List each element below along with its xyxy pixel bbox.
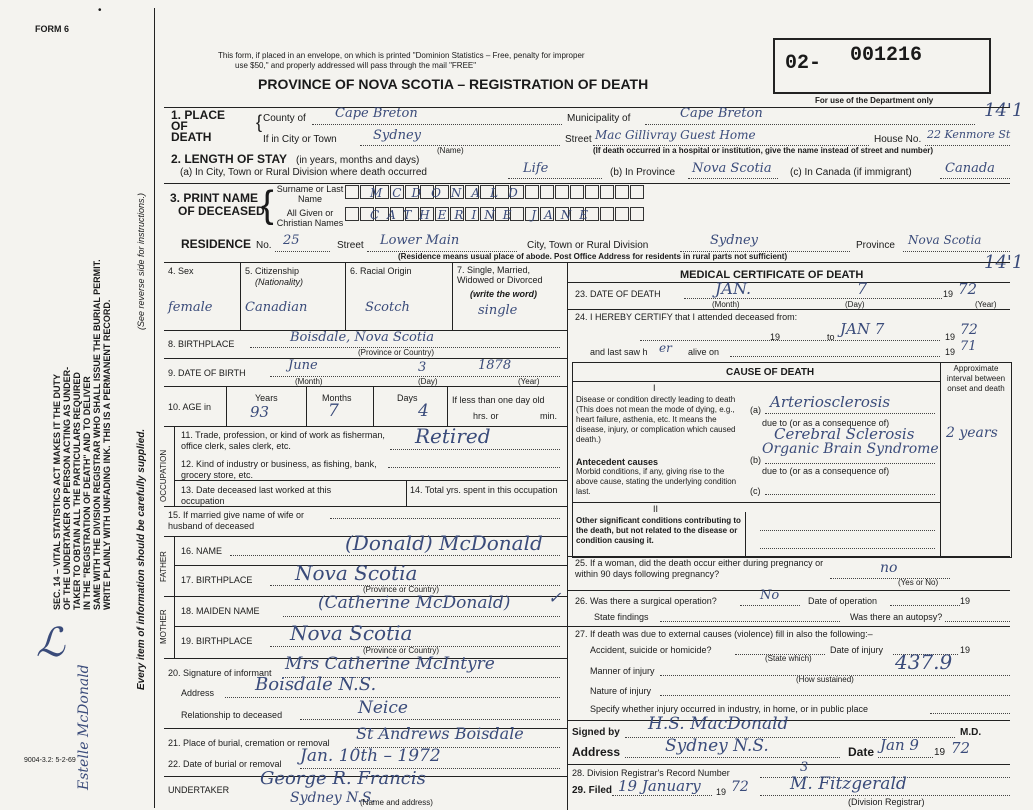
cause-b-interval[interactable]: 2 years bbox=[946, 425, 998, 441]
father-birthplace-label: 17. BIRTHPLACE bbox=[181, 575, 253, 585]
name-label-1: 3. PRINT NAME bbox=[170, 191, 259, 205]
antecedent-label: Antecedent causes bbox=[576, 457, 659, 467]
residence-no-value[interactable]: 25 bbox=[283, 233, 300, 248]
birthplace-value[interactable]: Boisdale, Nova Scotia bbox=[290, 330, 434, 345]
last-saw-label: and last saw h bbox=[590, 347, 648, 357]
reverse-side-note: (See reverse side for instructions.) bbox=[136, 192, 146, 330]
print-code: 9004-3.2: 5-2-69 bbox=[24, 757, 76, 764]
letter-box[interactable] bbox=[540, 185, 554, 199]
burial-place-value[interactable]: St Andrews Boisdale bbox=[356, 724, 524, 743]
relationship-line bbox=[300, 719, 560, 720]
under-day-label: If less than one day old bbox=[452, 395, 545, 405]
father-side-label: FATHER bbox=[159, 551, 168, 582]
nature-label: Nature of injury bbox=[590, 686, 652, 696]
marital-label: 7. Single, Married, Widowed or Divorced bbox=[457, 265, 543, 285]
registration-number-box bbox=[773, 38, 991, 94]
filed-value[interactable]: 19 January bbox=[618, 777, 701, 795]
given-label: All Given or Christian Names bbox=[276, 208, 344, 228]
residence-label: RESIDENCE bbox=[181, 237, 252, 251]
cause-a-marker: (a) bbox=[750, 405, 761, 415]
due-to-b: due to (or as a consequence of) bbox=[762, 466, 890, 476]
death-date-year-prefix: 19 bbox=[943, 289, 954, 299]
law-text-line-3: TAKER TO OBTAIN ALL THE PARTICULARS REQUIRED bbox=[72, 372, 82, 610]
surname-value[interactable]: MCDONALD bbox=[370, 186, 528, 200]
citizenship-value[interactable]: Canadian bbox=[245, 300, 308, 315]
alive-on-line bbox=[730, 356, 940, 357]
letter-box[interactable] bbox=[600, 207, 614, 221]
hrs-label: hrs. or bbox=[473, 411, 499, 421]
sex-label: 4. Sex bbox=[168, 266, 194, 276]
rule-signature bbox=[567, 720, 1010, 721]
stay-a-line bbox=[508, 178, 602, 179]
surgery-label: 26. Was there a surgical operation? bbox=[575, 596, 717, 606]
house-line bbox=[925, 145, 1010, 146]
street-label: Street bbox=[565, 134, 592, 145]
col-div-3 bbox=[452, 262, 453, 330]
sig-date-line bbox=[878, 757, 933, 758]
other-divider bbox=[745, 512, 746, 556]
industry-injury-label: Specify whether injury occurred in industry, in home, or in public place bbox=[590, 704, 868, 714]
part-two-label: II bbox=[653, 504, 659, 514]
city-label: If in City or Town bbox=[263, 134, 337, 145]
cause-b-line bbox=[765, 463, 935, 464]
accident-label: Accident, suicide or homicide? bbox=[590, 645, 712, 655]
rule-26 bbox=[567, 590, 1010, 591]
total-years-label: 14. Total yrs. spent in this occupation bbox=[410, 485, 558, 495]
letter-box[interactable] bbox=[345, 207, 359, 221]
certify-label: 24. I HEREBY CERTIFY that I attended deceased from: bbox=[575, 312, 798, 322]
dob-month[interactable]: June bbox=[288, 358, 318, 373]
letter-box[interactable] bbox=[630, 207, 644, 221]
antecedent-sub: Morbid conditions, if any, giving rise to the above cause, stating the underlying condition last. bbox=[576, 467, 737, 496]
nature-line bbox=[660, 695, 1010, 696]
death-date-year[interactable]: 72 bbox=[958, 280, 978, 298]
occupation-side-rule bbox=[174, 426, 175, 506]
residence-no-label: No. bbox=[256, 240, 272, 251]
stay-b-value[interactable]: Nova Scotia bbox=[692, 161, 772, 176]
informant-label: 20. Signature of informant bbox=[168, 668, 272, 678]
residence-city-value[interactable]: Sydney bbox=[710, 233, 758, 248]
letter-box[interactable] bbox=[615, 185, 629, 199]
filed-year-prefix: 19 bbox=[716, 787, 727, 797]
relationship-value[interactable]: Neice bbox=[358, 698, 408, 718]
racial-value[interactable]: Scotch bbox=[365, 300, 410, 315]
father-birthplace-value[interactable]: Nova Scotia bbox=[295, 561, 418, 585]
age-days-value[interactable]: 4 bbox=[418, 401, 429, 421]
disease-code[interactable]: 437.9 bbox=[895, 650, 953, 674]
dob-label: 9. DATE OF BIRTH bbox=[168, 368, 246, 378]
law-text-line-4: IN THE "REGISTRATION OF DEATH" AND TO DELIVER bbox=[82, 376, 92, 610]
margin-rule bbox=[154, 8, 155, 808]
law-text-line-5: SAME WITH THE DIVISION REGISTRAR WHO SHALL ISSUE THE BURIAL PERMIT. bbox=[92, 259, 102, 610]
marital-value[interactable]: single bbox=[478, 303, 518, 318]
dob-day-sub: (Day) bbox=[418, 377, 438, 386]
undertaker-label: UNDERTAKER bbox=[168, 785, 230, 795]
undertaker-sub: (Name and address) bbox=[360, 798, 433, 807]
residence-no-line bbox=[275, 251, 330, 252]
county-value[interactable]: Cape Breton bbox=[335, 106, 418, 121]
record-number-label: 28. Division Registrar's Record Number bbox=[572, 768, 730, 778]
careful-note: Every item of information should be carefully supplied. bbox=[136, 428, 147, 690]
stay-a-label: (a) In City, Town or Rural Division where death occurred bbox=[180, 167, 427, 178]
margin-handwriting: Estelle McDonald bbox=[76, 664, 92, 790]
age-div-3 bbox=[373, 386, 374, 426]
state-which-sub: (State which) bbox=[765, 654, 812, 663]
citizenship-label: 5. Citizenship bbox=[245, 266, 300, 276]
mother-birthplace-sub: (Province or Country) bbox=[363, 646, 440, 655]
city-name-sub: (Name) bbox=[437, 146, 464, 155]
immediate-cause-label: Disease or condition directly leading to death (This does not mean the mode of dying, e.g., heart failure, asthenia, etc. It means the disease, injury, or complication which caused death.) bbox=[576, 395, 736, 444]
rule-25 bbox=[567, 556, 1010, 557]
md-label: M.D. bbox=[960, 727, 982, 738]
autopsy-label: Was there an autopsy? bbox=[850, 612, 943, 622]
interval-label: Approximate interval between onset and death bbox=[946, 364, 1006, 393]
father-birthplace-sub: (Province or Country) bbox=[363, 585, 440, 594]
undertaker-value-2[interactable]: Sydney N.S. bbox=[290, 790, 376, 806]
residence-street-value[interactable]: Lower Main bbox=[380, 233, 460, 248]
informant-address-value[interactable]: Boisdale N.S. bbox=[255, 674, 377, 695]
residence-note: (Residence means usual place of abode. Post Office Address for residents in rural parts not sufficient) bbox=[398, 252, 788, 261]
registrar-sub: (Division Registrar) bbox=[848, 797, 925, 807]
racial-label: 6. Racial Origin bbox=[350, 266, 412, 276]
attended-from-year-prefix: 19 bbox=[770, 332, 781, 342]
attended-year[interactable]: 72 bbox=[960, 322, 978, 338]
sig-year-prefix: 19 bbox=[934, 747, 946, 758]
citizenship-sub: (Nationality) bbox=[255, 277, 304, 287]
sig-date-value[interactable]: Jan 9 bbox=[880, 736, 919, 754]
cause-title: CAUSE OF DEATH bbox=[726, 367, 815, 378]
death-month-sub: (Month) bbox=[712, 300, 740, 309]
rule-10 bbox=[164, 386, 567, 387]
last-saw-year-prefix: 19 bbox=[945, 347, 956, 357]
county-line bbox=[312, 124, 562, 125]
rule-top bbox=[164, 107, 1010, 108]
father-side-rule bbox=[174, 536, 175, 596]
external-label: 27. If death was due to external causes (violence) fill in also the following:– bbox=[575, 629, 873, 639]
part-two-rule bbox=[572, 502, 940, 503]
municipality-line bbox=[645, 124, 975, 125]
col-div-1 bbox=[240, 262, 241, 330]
house-label: House No. bbox=[874, 134, 922, 145]
stay-a-value[interactable]: Life bbox=[523, 161, 549, 176]
cause-c-value[interactable]: Organic Brain Syndrome bbox=[762, 441, 939, 457]
place-brace: { bbox=[256, 112, 263, 132]
injury-date-label: Date of injury bbox=[830, 645, 884, 655]
injury-date-year-prefix: 19 bbox=[960, 645, 971, 655]
residence-city-label: City, Town or Rural Division bbox=[527, 240, 649, 251]
hospital-note: (If death occurred in a hospital or institution, give the name instead of street and number) bbox=[593, 146, 934, 155]
rule-medical-title bbox=[567, 282, 1010, 283]
how-sustained-sub: (How sustained) bbox=[796, 675, 854, 684]
death-date-month[interactable]: JAN. bbox=[715, 279, 752, 298]
dept-mark: 14'1 bbox=[984, 100, 1024, 121]
dob-year-sub: (Year) bbox=[518, 377, 540, 386]
married-label: 15. If married give name of wife or husband of deceased bbox=[168, 510, 305, 531]
rule-27 bbox=[567, 626, 1010, 627]
stay-c-label: (c) In Canada (if immigrant) bbox=[790, 167, 912, 178]
industry-label: 12. Kind of industry or business, as fishing, bank, grocery store, etc. bbox=[181, 459, 377, 480]
dob-year[interactable]: 1878 bbox=[478, 358, 512, 373]
other-line-2 bbox=[760, 548, 935, 549]
op-date-label: Date of operation bbox=[808, 596, 878, 606]
pregnancy-label: 25. If a woman, did the death occur either during pregnancy or within 90 days following pregnancy? bbox=[575, 558, 824, 579]
notice-line-2: use $50," and properly addressed will pass through the mail "FREE" bbox=[235, 61, 477, 70]
marital-sub: (write the word) bbox=[470, 289, 537, 299]
undertaker-value[interactable]: George R. Francis bbox=[260, 768, 426, 789]
rule-occupation bbox=[164, 426, 567, 427]
trade-value[interactable]: Retired bbox=[415, 424, 491, 448]
county-label: County of bbox=[263, 113, 306, 124]
margin-initial-mark: ℒ bbox=[36, 620, 65, 666]
cause-a-line bbox=[765, 413, 935, 414]
law-text-line-6: WRITE PLAINLY WITH UNFADING INK. THIS IS A PERMANENT RECORD. bbox=[102, 299, 112, 610]
residence-mark: 14'1 bbox=[984, 252, 1024, 273]
name-brace: { bbox=[261, 184, 274, 226]
letter-box[interactable] bbox=[555, 185, 569, 199]
last-saw-value[interactable]: er bbox=[659, 341, 672, 355]
last-saw-year[interactable]: 71 bbox=[960, 339, 977, 354]
last-worked-label: 13. Date deceased last worked at this occupation bbox=[181, 485, 332, 506]
state-findings-label: State findings bbox=[594, 612, 649, 622]
sig-address-label: Address bbox=[572, 745, 621, 759]
attended-line bbox=[640, 340, 940, 341]
name-label-2: OF DECEASED bbox=[178, 204, 265, 218]
interval-divider bbox=[940, 362, 941, 556]
father-name-line bbox=[230, 555, 560, 556]
stay-c-line bbox=[940, 178, 1010, 179]
father-name-label: 16. NAME bbox=[181, 546, 223, 556]
dept-use-label: For use of the Department only bbox=[815, 96, 934, 105]
rule-registrar bbox=[567, 764, 1010, 765]
father-name-value[interactable]: (Donald) McDonald bbox=[345, 531, 543, 555]
rule-grid-top bbox=[164, 262, 1010, 263]
occupation-side-label: OCCUPATION bbox=[159, 449, 168, 502]
burial-date-value[interactable]: Jan. 10th – 1972 bbox=[300, 746, 441, 766]
margin-check-mark: ✓ bbox=[548, 588, 562, 607]
death-date-line bbox=[684, 298, 942, 299]
registrar-value[interactable]: M. Fitzgerald bbox=[790, 774, 907, 794]
municipality-label: Municipality of bbox=[567, 113, 631, 124]
attended-to-value[interactable]: JAN 7 bbox=[840, 320, 885, 338]
manner-label: Manner of injury bbox=[590, 666, 655, 676]
cause-a-value[interactable]: Arteriosclerosis bbox=[770, 393, 891, 411]
medical-title: MEDICAL CERTIFICATE OF DEATH bbox=[680, 269, 864, 281]
cause-b-marker: (b) bbox=[750, 455, 761, 465]
stay-b-label: (b) In Province bbox=[610, 167, 676, 178]
filed-label: 29. Filed bbox=[572, 785, 613, 796]
surgery-value[interactable]: No bbox=[760, 588, 780, 603]
age-div-1 bbox=[226, 386, 227, 426]
age-months-label: Months bbox=[322, 393, 352, 403]
age-years-label: Years bbox=[255, 393, 278, 403]
age-div-2 bbox=[306, 386, 307, 426]
age-label: 10. AGE in bbox=[168, 402, 212, 412]
surname-label: Surname or Last Name bbox=[276, 184, 344, 204]
rule-24 bbox=[567, 309, 1010, 310]
op-date-line bbox=[890, 605, 960, 606]
cause-c-marker: (c) bbox=[750, 486, 761, 496]
stay-c-value[interactable]: Canada bbox=[945, 161, 995, 176]
col-div-13-14 bbox=[406, 480, 407, 506]
attended-to-prefix: to bbox=[827, 332, 835, 342]
place-of-death-label: 1. PLACE OF DEATH bbox=[171, 108, 226, 144]
letter-box[interactable] bbox=[570, 185, 584, 199]
relationship-label: Relationship to deceased bbox=[181, 710, 283, 720]
other-line-1 bbox=[760, 530, 935, 531]
letter-box[interactable] bbox=[345, 185, 359, 199]
residence-province-value[interactable]: Nova Scotia bbox=[908, 233, 982, 247]
sig-address-value[interactable]: Sydney N.S. bbox=[665, 736, 769, 756]
mother-side-rule bbox=[174, 596, 175, 658]
mother-side-label: MOTHER bbox=[159, 609, 168, 644]
form-id: FORM 6 bbox=[35, 24, 70, 34]
dob-day[interactable]: 3 bbox=[418, 360, 427, 375]
given-value[interactable]: CATHERINE JANE bbox=[370, 208, 597, 222]
form-title: PROVINCE OF NOVA SCOTIA – REGISTRATION OF DEATH bbox=[258, 76, 649, 92]
length-of-stay-label: 2. LENGTH OF STAY bbox=[171, 152, 288, 166]
signed-by-value[interactable]: H.S. MacDonald bbox=[648, 714, 789, 734]
part-one-label: I bbox=[653, 383, 656, 393]
cause-title-rule bbox=[572, 381, 940, 382]
reg-number: 001216 bbox=[850, 44, 923, 67]
trade-line bbox=[390, 449, 560, 450]
burial-place-label: 21. Place of burial, cremation or removal bbox=[168, 738, 330, 748]
birthplace-sub: (Province or Country) bbox=[358, 348, 435, 357]
alive-on-label: alive on bbox=[688, 347, 720, 357]
letter-box[interactable] bbox=[600, 185, 614, 199]
residence-province-label: Province bbox=[856, 240, 895, 251]
industry-line bbox=[388, 467, 560, 468]
rule-13 bbox=[174, 480, 567, 481]
death-date-label: 23. DATE OF DEATH bbox=[575, 289, 661, 299]
industry-injury-line bbox=[930, 713, 1010, 714]
signed-by-label: Signed by bbox=[572, 727, 620, 738]
age-months-value[interactable]: 7 bbox=[328, 401, 339, 421]
letter-box[interactable] bbox=[615, 207, 629, 221]
col-div-2 bbox=[345, 262, 346, 330]
attended-year-prefix: 19 bbox=[945, 332, 956, 342]
age-div-4 bbox=[447, 386, 448, 426]
cause-c-line bbox=[765, 494, 935, 495]
yes-no-sub: (Yes or No) bbox=[898, 578, 939, 587]
age-days-label: Days bbox=[397, 393, 418, 403]
sig-address-line bbox=[625, 757, 840, 758]
cause-b-value[interactable]: Cerebral Sclerosis bbox=[774, 425, 915, 443]
burial-date-label: 22. Date of burial or removal bbox=[168, 759, 282, 769]
residence-street-label: Street bbox=[337, 240, 364, 251]
filed-line bbox=[612, 795, 712, 796]
trade-label: 11. Trade, profession, or kind of work as fisherman, office clerk, sales clerk, etc. bbox=[181, 430, 385, 451]
house-value[interactable]: 22 Kenmore St bbox=[927, 128, 1011, 141]
age-years-value[interactable]: 93 bbox=[250, 403, 270, 421]
city-value[interactable]: Sydney bbox=[373, 128, 421, 143]
state-findings-line bbox=[660, 621, 840, 622]
death-day-sub: (Day) bbox=[845, 300, 865, 309]
letter-box[interactable] bbox=[585, 185, 599, 199]
pregnancy-value[interactable]: no bbox=[880, 560, 898, 576]
maiden-line bbox=[283, 616, 560, 617]
filed-year-value[interactable]: 72 bbox=[731, 779, 749, 795]
municipality-value[interactable]: Cape Breton bbox=[680, 106, 763, 121]
death-year-sub: (Year) bbox=[975, 300, 997, 309]
stay-b-line bbox=[688, 178, 778, 179]
binder-hole-mark: • bbox=[98, 5, 102, 16]
notice-line-1: This form, if placed in an envelope, on which is printed "Dominion Statistics – Free, penalty for improper bbox=[218, 51, 585, 60]
mother-birthplace-label: 19. BIRTHPLACE bbox=[181, 636, 253, 646]
rule-15 bbox=[164, 506, 567, 507]
record-number-value[interactable]: 3 bbox=[800, 760, 809, 775]
autopsy-line bbox=[945, 621, 1010, 622]
street-value[interactable]: Mac Gillivray Guest Home bbox=[595, 128, 756, 142]
min-label: min. bbox=[540, 411, 558, 421]
op-date-year-prefix: 19 bbox=[960, 596, 971, 606]
mother-birthplace-value[interactable]: Nova Scotia bbox=[290, 621, 413, 645]
maiden-value[interactable]: (Catherine McDonald) bbox=[318, 593, 511, 613]
law-text-line-2: OF THE UNDERTAKER OR PERSON ACTING AS UNDER- bbox=[62, 366, 72, 610]
surgery-line bbox=[740, 605, 800, 606]
due-to-a: due to (or as a consequence of) bbox=[762, 418, 890, 428]
length-of-stay-sub: (in years, months and days) bbox=[296, 155, 420, 166]
letter-box[interactable] bbox=[630, 185, 644, 199]
sex-value[interactable]: female bbox=[168, 300, 213, 315]
informant-value[interactable]: Mrs Catherine McIntyre bbox=[285, 654, 495, 674]
dob-month-sub: (Month) bbox=[295, 377, 323, 386]
sig-date-label: Date bbox=[848, 745, 875, 759]
informant-address-label: Address bbox=[181, 688, 215, 698]
maiden-label: 18. MAIDEN NAME bbox=[181, 606, 260, 616]
birthplace-label: 8. BIRTHPLACE bbox=[168, 339, 235, 349]
registrar-line bbox=[760, 795, 1010, 796]
sig-year-value[interactable]: 72 bbox=[951, 739, 971, 757]
married-line bbox=[330, 518, 560, 519]
reg-prefix: 02- bbox=[785, 52, 822, 75]
other-conditions-label: Other significant conditions contributing to the death, but not related to the disease or condition causing it. bbox=[576, 516, 741, 545]
death-date-day[interactable]: 7 bbox=[857, 279, 868, 298]
center-divider bbox=[567, 262, 568, 810]
law-text-line-1: SEC. 14 – VITAL STATISTICS ACT MAKES IT THE DUTY bbox=[52, 373, 62, 610]
